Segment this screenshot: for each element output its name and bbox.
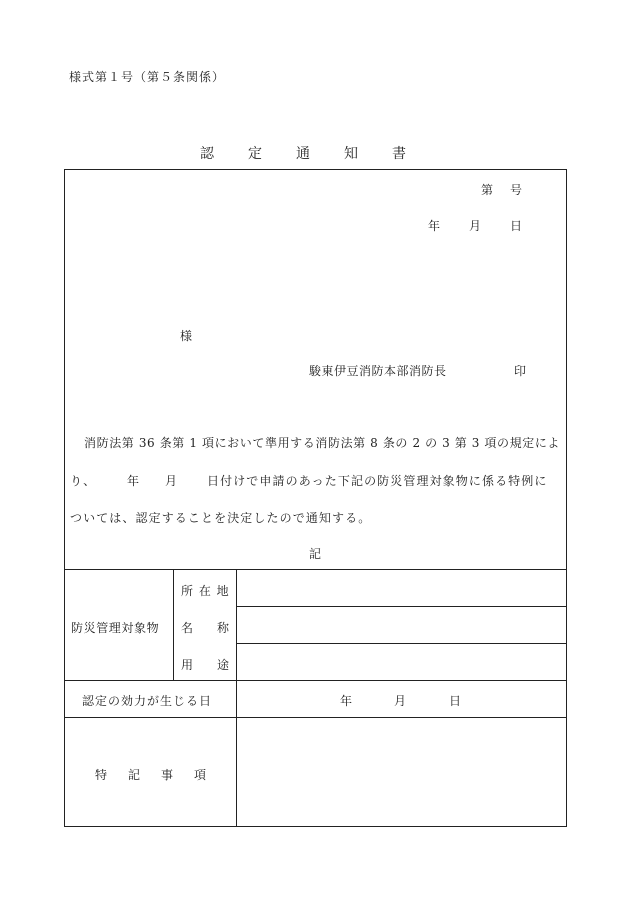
notice-frame [64,169,567,827]
title-char: 知 [344,146,358,162]
effective-year: 年 [340,694,353,708]
seal-mark: 印 [514,364,527,378]
use-label-b: 途 [217,658,230,672]
row-rule [64,717,567,718]
date-month: 月 [469,219,482,233]
title-char: 認 [200,146,214,162]
body-line-2-rest: 日付けで申請のあった下記の防災管理対象物に係る特例に [207,474,548,488]
use-label-a: 用 [181,658,194,672]
object-label: 防災管理対象物 [71,621,160,635]
row-rule [236,606,567,607]
body-line-1: 消防法第 36 条第 1 項において準用する消防法第 8 条の 2 の 3 第 3 項の規定によ [84,436,561,450]
table-top-rule [64,569,567,570]
body-line-2-year: 年 [127,474,141,488]
remarks-label-char: 項 [194,768,207,782]
addressee-suffix: 様 [180,329,193,343]
date-day: 日 [510,219,523,233]
column-rule [173,569,174,680]
column-rule [236,569,237,827]
name-label-a: 名 [181,621,194,635]
ki-label: 記 [309,547,322,561]
effective-date-label: 認定の効力が生じる日 [82,694,213,708]
remarks-label-char: 記 [128,768,141,782]
document-title [200,143,406,163]
title-char: 通 [296,146,310,162]
effective-month: 月 [394,694,407,708]
title-char: 定 [248,146,262,162]
location-label: 所 在 地 [181,584,230,598]
remarks-label-char: 特 [95,768,108,782]
body-line-3: ついては、認定することを決定したので通知する。 [70,511,372,525]
form-number: 様式第１号（第５条関係） [69,70,226,84]
number-go: 号 [510,183,523,197]
issuer-name: 駿東伊豆消防本部消防長 [309,364,447,378]
number-dai: 第 [481,183,494,197]
title-char: 書 [392,146,406,162]
remarks-label-char: 事 [161,768,174,782]
row-rule [236,643,567,644]
body-line-2-month: 月 [165,474,179,488]
name-label-b: 称 [217,621,230,635]
row-rule [64,680,567,681]
body-line-2-prefix: り、 [70,474,97,488]
effective-day: 日 [449,694,462,708]
date-year: 年 [428,219,441,233]
